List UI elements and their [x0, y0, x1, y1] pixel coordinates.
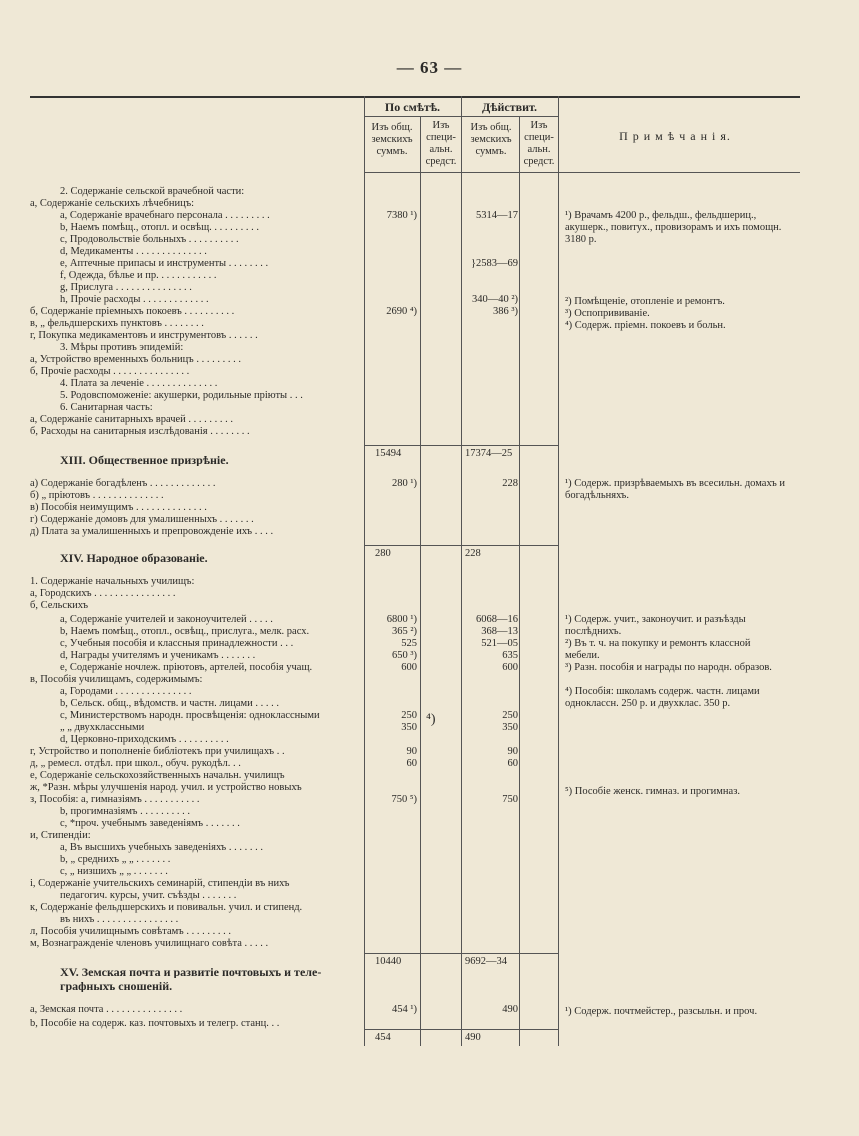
- row-label: b, Наемъ помѣщ., отопл., освѣщ., прислуга., мелк. расх.: [60, 626, 310, 637]
- estimate-value: 750 ⁵): [391, 794, 417, 805]
- row-label: педагогич. курсы, учит. съѣзды . . . . . . .: [60, 890, 237, 901]
- row-label: 2. Содержаніе сельской врачебной части:: [60, 186, 245, 197]
- actual-value: 340—40 ²): [471, 294, 518, 305]
- note-text: ²) Въ т. ч. на покупку и ремонтъ классной мебели.: [565, 638, 751, 661]
- row-label: а, Содержаніе сельскихъ лѣчебницъ:: [30, 198, 195, 209]
- row-label: з, Пособія: а, гимназіямъ . . . . . . . . . . .: [30, 794, 200, 805]
- header-subrule: [364, 116, 558, 117]
- total-rule: [364, 953, 558, 954]
- row-label: м, Вознагражденіе членовъ училищнаго совѣта . . . . .: [30, 938, 269, 949]
- estimate-value: 60: [406, 758, 417, 769]
- note-text: ³) Оспопрививаніе.: [565, 308, 650, 319]
- row-label: г) Содержаніе домовъ для умалишенныхъ . . . . . . .: [30, 514, 254, 525]
- header-estimate-general: Изъ общ. земскихъ суммъ.: [371, 122, 413, 157]
- actual-value: 635: [502, 650, 518, 661]
- estimate-value: 365 ²): [391, 626, 417, 637]
- row-label: а, Содержаніе врачебнаго персонала . . . . . . . . .: [60, 210, 270, 221]
- row-label: а, Содержаніе учителей и законоучителей . . . . .: [60, 614, 273, 625]
- column-rule-estimate-special: [420, 116, 421, 1046]
- actual-value: 490: [502, 1004, 518, 1015]
- row-label: а, Содержаніе санитарныхъ врачей . . . . . . . . .: [30, 414, 234, 425]
- row-label: в) Пособія неимущимъ . . . . . . . . . . . . . .: [30, 502, 207, 513]
- note-text: ¹) Врачамъ 4200 р., фельдш., фельдшериц., акушерк., повитух., провизорамъ и ихъ помощн. 3180 р.: [565, 210, 782, 245]
- estimate-value: 350: [401, 722, 417, 733]
- column-rule-notes: [558, 96, 559, 1046]
- row-label: а, Земская почта . . . . . . . . . . . . . . .: [30, 1004, 183, 1015]
- note-text: ³) Разн. пособія и награды по народн. образов.: [565, 662, 772, 673]
- row-label: в, Пособія училищамъ, содержимымъ:: [30, 674, 203, 685]
- actual-value: 250: [502, 710, 518, 721]
- row-label: б, Расходы на санитарныя изслѣдованія . . . . . . . .: [30, 426, 250, 437]
- note-text: ⁴) Пособія: школамъ содерж. частн. лицами одноклассн. 250 р. и двухклас. 350 р.: [565, 686, 760, 709]
- row-label: c, Продовольствіе больныхъ . . . . . . . . . .: [60, 234, 239, 245]
- row-label: e, Аптечные припасы и инструменты . . . . . . . .: [60, 258, 269, 269]
- row-label: а, Въ высшихъ учебныхъ заведеніяхъ . . . . . . .: [60, 842, 263, 853]
- brace-note: ⁴): [426, 712, 436, 727]
- actual-value: 6068—16: [476, 614, 518, 625]
- note-text: ¹) Содерж. почтмейстер., разсыльн. и проч.: [565, 1006, 758, 1017]
- column-rule-actual-special: [519, 116, 520, 1046]
- row-label: б, Содержаніе пріемныхъ покоевъ . . . . . . . . . .: [30, 306, 235, 317]
- actual-value: 60: [507, 758, 518, 769]
- row-label: e, Содержаніе ночлеж. пріютовъ, артелей, пособія учащ.: [60, 662, 313, 673]
- note-text: ⁴) Содерж. пріемн. покоевъ и больн.: [565, 320, 726, 331]
- header-actual-special: Изъ специ-альн. средст.: [523, 120, 555, 167]
- row-label: XIV. Народное образованіе.: [60, 552, 208, 564]
- total-rule: [364, 445, 558, 446]
- actual-value: 350: [502, 722, 518, 733]
- row-label: д) Плата за умалишенныхъ и препровожденіе ихъ . . . .: [30, 526, 274, 537]
- estimate-value: 525: [401, 638, 417, 649]
- actual-value: 5314—17: [476, 210, 518, 221]
- row-label: d, Церковно-приходскимъ . . . . . . . . . .: [60, 734, 229, 745]
- row-label: f, Одежда, бѣлье и пр. . . . . . . . . . . .: [60, 270, 217, 281]
- row-label: g, Прислуга . . . . . . . . . . . . . . .: [60, 282, 192, 293]
- total-estimate: 10440: [375, 956, 402, 967]
- row-label: c, *проч. учебнымъ заведеніямъ . . . . . . .: [60, 818, 240, 829]
- row-label: b, Наемъ помѣщ., отопл. и освѣщ. . . . . . . . . .: [60, 222, 260, 233]
- row-label: і, Содержаніе учительскихъ семинарій, стипендіи въ нихъ: [30, 878, 290, 889]
- row-label: к, Содержаніе фельдшерскихъ и повивальн. учил. и стипенд.: [30, 902, 303, 913]
- estimate-value: 90: [406, 746, 417, 757]
- row-label: b, прогимназіямъ . . . . . . . . . .: [60, 806, 190, 817]
- row-label: въ нихъ . . . . . . . . . . . . . . . .: [60, 914, 179, 925]
- estimate-value: 7380 ¹): [386, 210, 417, 221]
- row-label: д, „ ремесл. отдѣл. при школ., обуч. рукодѣл. . .: [30, 758, 241, 769]
- row-label: d, Награды учителямъ и ученикамъ . . . . . . .: [60, 650, 256, 661]
- estimate-value: 280 ¹): [391, 478, 417, 489]
- row-label: а, Городами . . . . . . . . . . . . . . .: [60, 686, 192, 697]
- total-actual: 17374—25: [465, 448, 513, 459]
- row-label: ж, *Разн. мѣры улучшенія народ. учил. и устройство новыхъ: [30, 782, 302, 793]
- row-label: 5. Родовспоможеніе: акушерки, родильные пріюты . . .: [60, 390, 303, 401]
- row-label: б) „ пріютовъ . . . . . . . . . . . . . .: [30, 490, 164, 501]
- row-label: а, Городскихъ . . . . . . . . . . . . . . . .: [30, 588, 176, 599]
- note-text: ²) Помѣщеніе, отопленіе и ремонтъ.: [565, 296, 725, 307]
- actual-value: }2583—69: [470, 258, 518, 269]
- row-label: c, Министерствомъ народн. просвѣщенія: одноклассными: [60, 710, 320, 721]
- row-label: h, Прочіе расходы . . . . . . . . . . . . .: [60, 294, 209, 305]
- actual-value: 368—13: [481, 626, 518, 637]
- total-estimate: 454: [375, 1032, 391, 1043]
- estimate-value: 6800 ¹): [386, 614, 417, 625]
- header-actual: Дѣйствит.: [482, 100, 537, 114]
- row-label: г, Покупка медикаментовъ и инструментовъ . . . . . .: [30, 330, 258, 341]
- row-label: 3. Мѣры противъ эпидемій:: [60, 342, 184, 353]
- total-estimate: 280: [375, 548, 391, 559]
- row-label: б, Сельскихъ: [30, 600, 89, 611]
- row-label: „ „ двухклассными: [60, 722, 145, 733]
- row-label: 1. Содержаніе начальныхъ училищъ:: [30, 576, 195, 587]
- row-label: а, Устройство временныхъ больницъ . . . . . . . . .: [30, 354, 241, 365]
- row-label: 6. Санитарная часть:: [60, 402, 153, 413]
- column-rule-actual: [461, 96, 462, 1046]
- row-label: c, Учебныя пособія и классныя принадлежности . . .: [60, 638, 294, 649]
- row-label: b, Сельск. общ., вѣдомств. и частн. лицами . . . . .: [60, 698, 279, 709]
- actual-value: 386 ³): [492, 306, 518, 317]
- row-label: XIII. Общественное призрѣніе.: [60, 454, 229, 466]
- actual-value: 600: [502, 662, 518, 673]
- total-actual: 490: [465, 1032, 481, 1043]
- header-estimate-special: Изъ специ-альн. средст.: [425, 120, 457, 167]
- row-label: c, „ низшихъ „ „ . . . . . . .: [60, 866, 168, 877]
- row-label: XV. Земская почта и развитіе почтовыхъ и теле-: [60, 966, 322, 978]
- total-actual: 228: [465, 548, 481, 559]
- row-label: 4. Плата за леченіе . . . . . . . . . . . . . .: [60, 378, 218, 389]
- total-actual: 9692—34: [465, 956, 507, 967]
- actual-value: 521—05: [481, 638, 518, 649]
- header-by-estimate: По смѣтѣ.: [384, 100, 441, 114]
- actual-value: 228: [502, 478, 518, 489]
- row-label: b, Пособіе на содерж. каз. почтовыхъ и телегр. станц. . .: [30, 1018, 280, 1029]
- header-rule: [30, 96, 800, 98]
- estimate-value: 600: [401, 662, 417, 673]
- row-label: и, Стипендіи:: [30, 830, 91, 841]
- note-text: ⁵) Пособіе женск. гимназ. и прогимназ.: [565, 786, 740, 797]
- total-estimate: 15494: [375, 448, 402, 459]
- estimate-value: 250: [401, 710, 417, 721]
- actual-value: 90: [507, 746, 518, 757]
- note-text: ¹) Содерж. призрѣваемыхъ въ всесильн. домахъ и богадѣльняхъ.: [565, 478, 785, 501]
- page-number: — 63 —: [396, 58, 463, 77]
- row-label: а) Содержаніе богадѣленъ . . . . . . . . . . . . .: [30, 478, 216, 489]
- row-label: л, Пособія училищнымъ совѣтамъ . . . . . . . . .: [30, 926, 231, 937]
- row-label: графныхъ сношеній.: [60, 980, 173, 992]
- row-label: б, Прочіе расходы . . . . . . . . . . . . . . .: [30, 366, 190, 377]
- total-rule: [364, 545, 558, 546]
- header-notes: П р и м ѣ ч а н і я.: [619, 129, 731, 143]
- total-rule: [364, 1029, 558, 1030]
- actual-value: 750: [502, 794, 518, 805]
- row-label: в, „ фельдшерскихъ пунктовъ . . . . . . . .: [30, 318, 204, 329]
- estimate-value: 2690 ⁴): [386, 306, 417, 317]
- estimate-value: 650 ³): [391, 650, 417, 661]
- header-actual-general: Изъ общ. земскихъ суммъ.: [470, 122, 512, 157]
- row-label: b, „ среднихъ „ „ . . . . . . .: [60, 854, 171, 865]
- row-label: г, Устройство и пополненіе библіотекъ при училищахъ . .: [30, 746, 285, 757]
- header-bottom-rule: [364, 172, 800, 173]
- note-text: ¹) Содерж. учит., законоучит. и разъѣзды послѣднихъ.: [565, 614, 746, 637]
- estimate-value: 454 ¹): [391, 1004, 417, 1015]
- row-label: е, Содержаніе сельскохозяйственныхъ начальн. училищъ: [30, 770, 285, 781]
- row-label: d, Медикаменты . . . . . . . . . . . . . .: [60, 246, 207, 257]
